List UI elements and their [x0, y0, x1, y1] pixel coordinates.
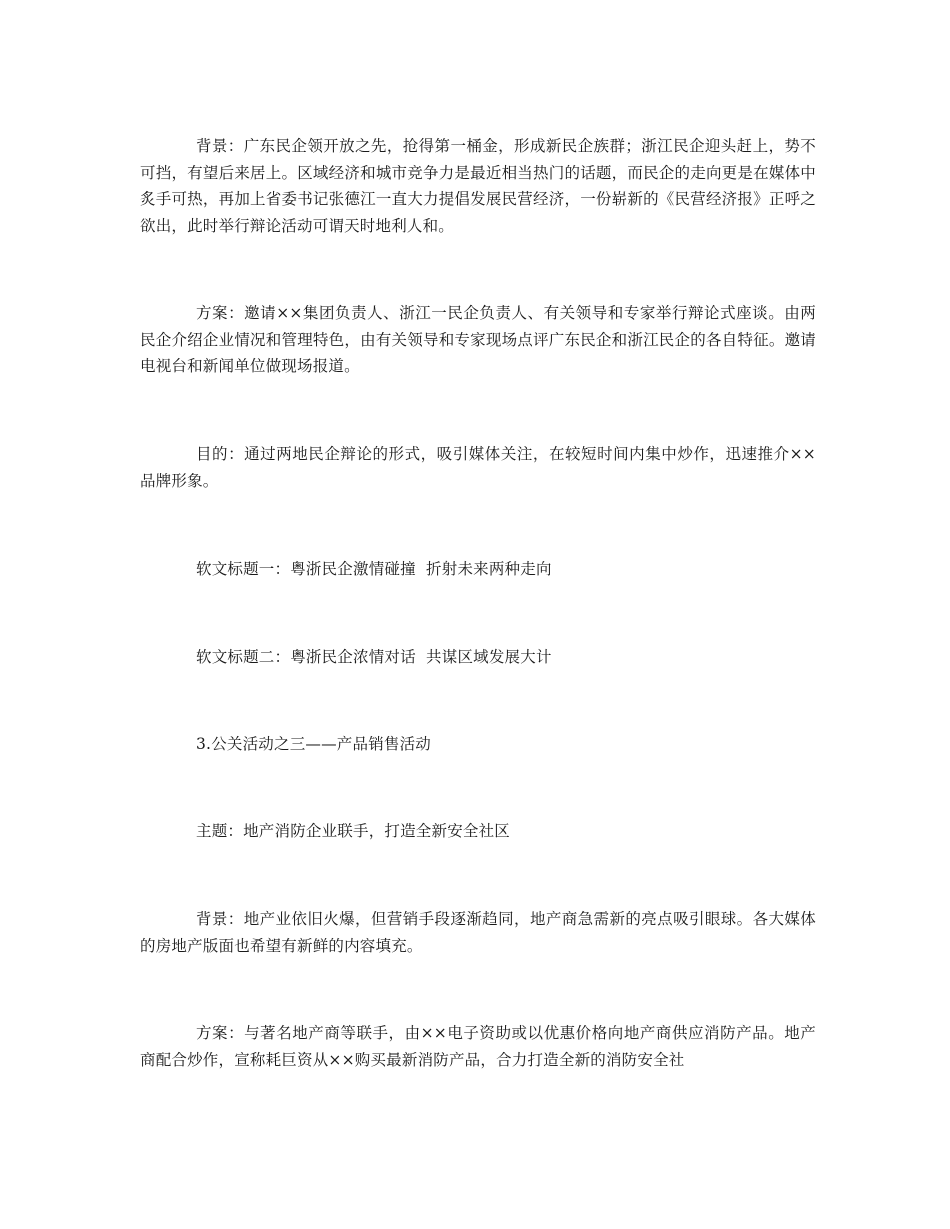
paragraph-headline-2: 软文标题二：粤浙民企浓情对话 共谋区域发展大计	[196, 648, 552, 666]
paragraph-plan-1: 方案：邀请××集团负责人、浙江一民企负责人、有关领导和专家举行辩论式座谈。由两民企介绍企业情况和管理特色，由有关领导和专家现场点评广东民企和浙江民企的各自特征。邀请电视台和新闻单位做现场报道。	[140, 304, 816, 375]
paragraph-background-2: 背景：地产业依旧火爆，但营销手段逐渐趋同，地产商急需新的亮点吸引眼球。各大媒体的房地产版面也希望有新鲜的内容填充。	[140, 910, 816, 955]
paragraph-headline-1: 软文标题一：粤浙民企激情碰撞 折射未来两种走向	[196, 560, 552, 578]
paragraph-background-1: 背景：广东民企领开放之先，抢得第一桶金，形成新民企族群；浙江民企迎头赶上，势不可挡，有望后来居上。区域经济和城市竞争力是最近相当热门的话题，而民企的走向更是在媒体中炙手可热，再加上省委书记张德江一直大力提倡发展民营经济，一份崭新的《民营经济报》正呼之欲出，此时举行辩论活动可谓天时地利人和。	[140, 137, 816, 235]
paragraph-goal-1: 目的：通过两地民企辩论的形式，吸引媒体关注，在较短时间内集中炒作，迅速推介××品牌形象。	[140, 445, 816, 490]
paragraph-plan-2: 方案：与著名地产商等联手，由××电子资助或以优惠价格向地产商供应消防产品。地产商配合炒作，宣称耗巨资从××购买最新消防产品，合力打造全新的消防安全社	[140, 1024, 816, 1069]
section-heading: 3.公关活动之三——产品销售活动	[196, 735, 431, 753]
paragraph-theme: 主题：地产消防企业联手，打造全新安全社区	[196, 822, 511, 840]
